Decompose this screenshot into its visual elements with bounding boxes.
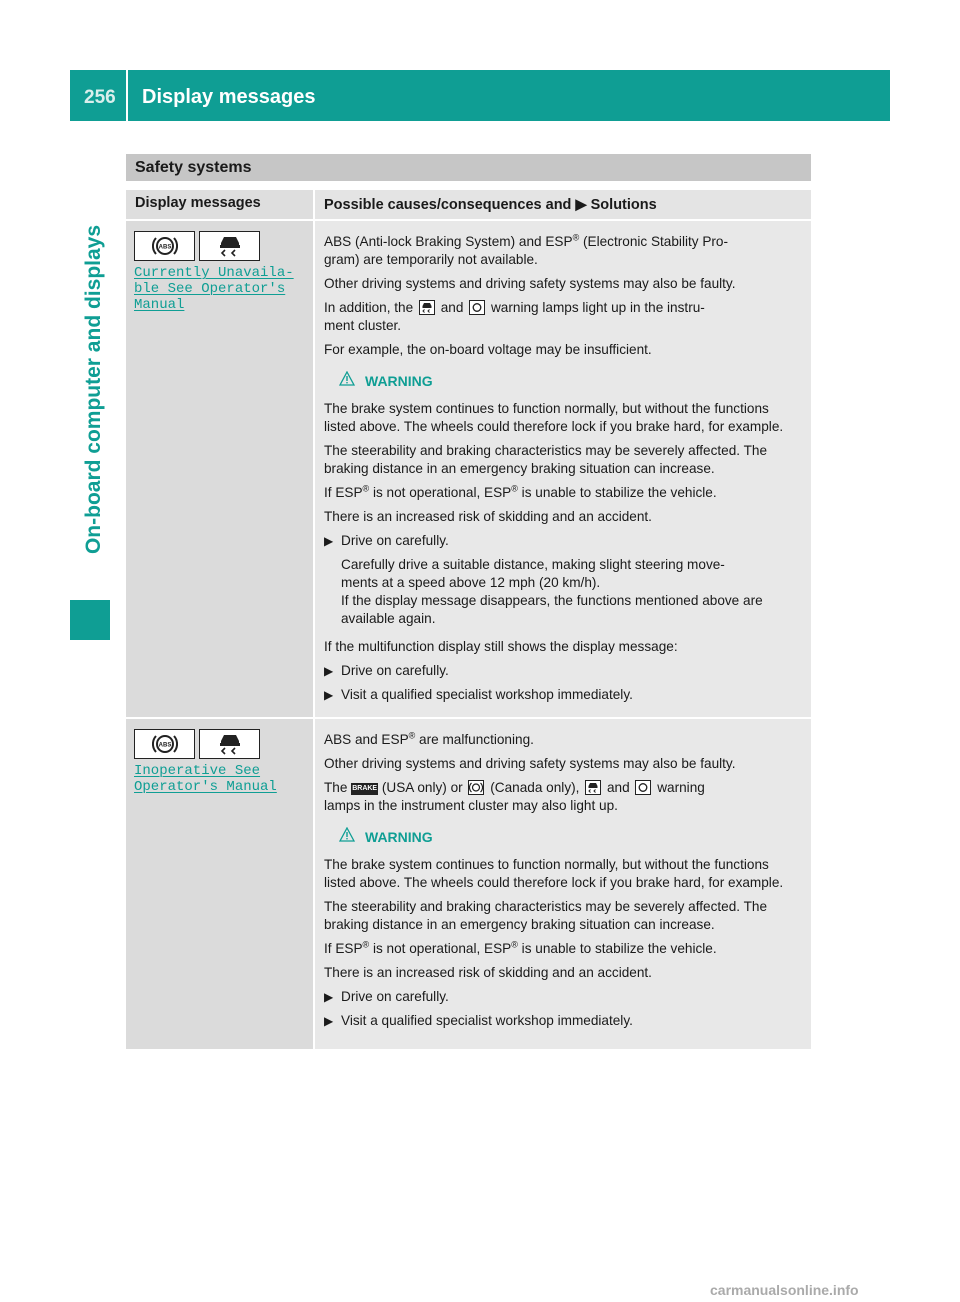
arrow-icon: ▶ [324,534,334,548]
table-row [126,221,811,717]
list-item: ▶ Drive on carefully. [324,989,449,1004]
table-row [126,719,811,1049]
abs-icon [134,231,195,261]
side-tab-marker [70,600,110,640]
page-title: Display messages [142,86,316,108]
warning-heading: WARNING [339,827,803,846]
page-number: 256 [84,87,116,108]
list-item: ▶ Drive on carefully. [324,533,449,548]
esp-skid-icon [199,729,260,759]
brake-icon: BRAKE [351,783,378,795]
page-header [70,70,890,121]
arrow-icon: ▶ [324,688,334,702]
arrow-icon: ▶ [575,197,587,213]
warning-triangle-icon [339,371,355,390]
display-message-text: Currently Unavaila‐ ble See Operator's Manual [134,265,294,313]
svg-text:ABS: ABS [158,244,171,251]
table-header [126,190,811,219]
arrow-icon: ▶ [324,1014,334,1028]
causes-cell: ABS and ESP® are malfunctioning. Other driving systems and driving safety systems may also be faulty. The BRAKE (USA only) or (Canada only), and warning lamps in the instrument cluster may also light up. WARNING The brake system continues to function normally, but without the functions listed above. The wheels could therefore lock if you brake hard, for example. The steerability and braking characteristics may be severely affected. The braking distance in an emergency braking situation can increase. If ESP® is not operational, ESP® is unable to stabilize the vehicle. There is an increased risk of skidding and an accident. ▶ Drive on carefully. ▶ Visit a qualified specialist workshop immediately. [315,719,811,1049]
footer-watermark: carmanualsonline.info [710,1282,859,1298]
header-display-messages: Display messages [126,190,313,219]
esp-skid-icon [199,231,260,261]
display-message-text: Inoperative See Operator's Manual [134,763,277,795]
arrow-icon: ▶ [324,990,334,1004]
list-item: ▶ Drive on carefully. [324,663,449,678]
safety-systems-table [126,154,811,1049]
display-message-cell [126,719,313,1049]
side-tab-label: On-board computer and displays [82,224,105,555]
side-tab [70,141,110,638]
abs-icon [635,780,651,795]
display-message-cell [126,221,313,717]
section-title: Safety systems [126,154,811,181]
instruction-detail: Carefully drive a suitable distance, making slight steering move- ments at a speed above 12 mph (20 km/h). If the display message disappears, the functions mentioned above are available again. [341,557,763,626]
header-causes-solutions: Possible causes/consequences and ▶ Solutions [315,190,811,219]
causes-cell: ABS (Anti-lock Braking System) and ESP® (Electronic Stability Pro- gram) are temporarily not available. Other driving systems and driving safety systems may also be faulty. In addition, the and warning lamps light up in the instru- ment cluster. For example, the on-board voltage may be insufficient. WARNING The brake system continues to function normally, but without the functions listed above. The wheels could therefore lock if you brake hard, for example. The steerability and braking characteristics may be severely affected. The braking distance in an emergency braking situation can increase. If ESP® is not operational, ESP® is unable to stabilize the vehicle. There is an increased risk of skidding and an accident. ▶ Drive on carefully. Carefully drive a suitable distance, making slight steering move- ments at a speed above 12 mph (20 km/h). If the display message disappears, the functions mentioned above are available again. If the multifunction display still shows the display message: ▶ Drive on carefully. ▶ Visit a qualified specialist workshop immediately. [315,221,811,717]
list-item: ▶ Visit a qualified specialist workshop immediately. [324,687,633,702]
arrow-icon: ▶ [324,664,334,678]
brake-warning-icon [468,780,484,795]
warning-heading: WARNING [339,371,803,390]
abs-icon [469,300,485,315]
warning-triangle-icon [339,827,355,846]
list-item: ▶ Visit a qualified specialist workshop immediately. [324,1013,633,1028]
esp-skid-icon [419,300,435,315]
esp-skid-icon [585,780,601,795]
svg-text:ABS: ABS [158,742,171,749]
abs-icon [134,729,195,759]
header-divider [126,70,128,121]
